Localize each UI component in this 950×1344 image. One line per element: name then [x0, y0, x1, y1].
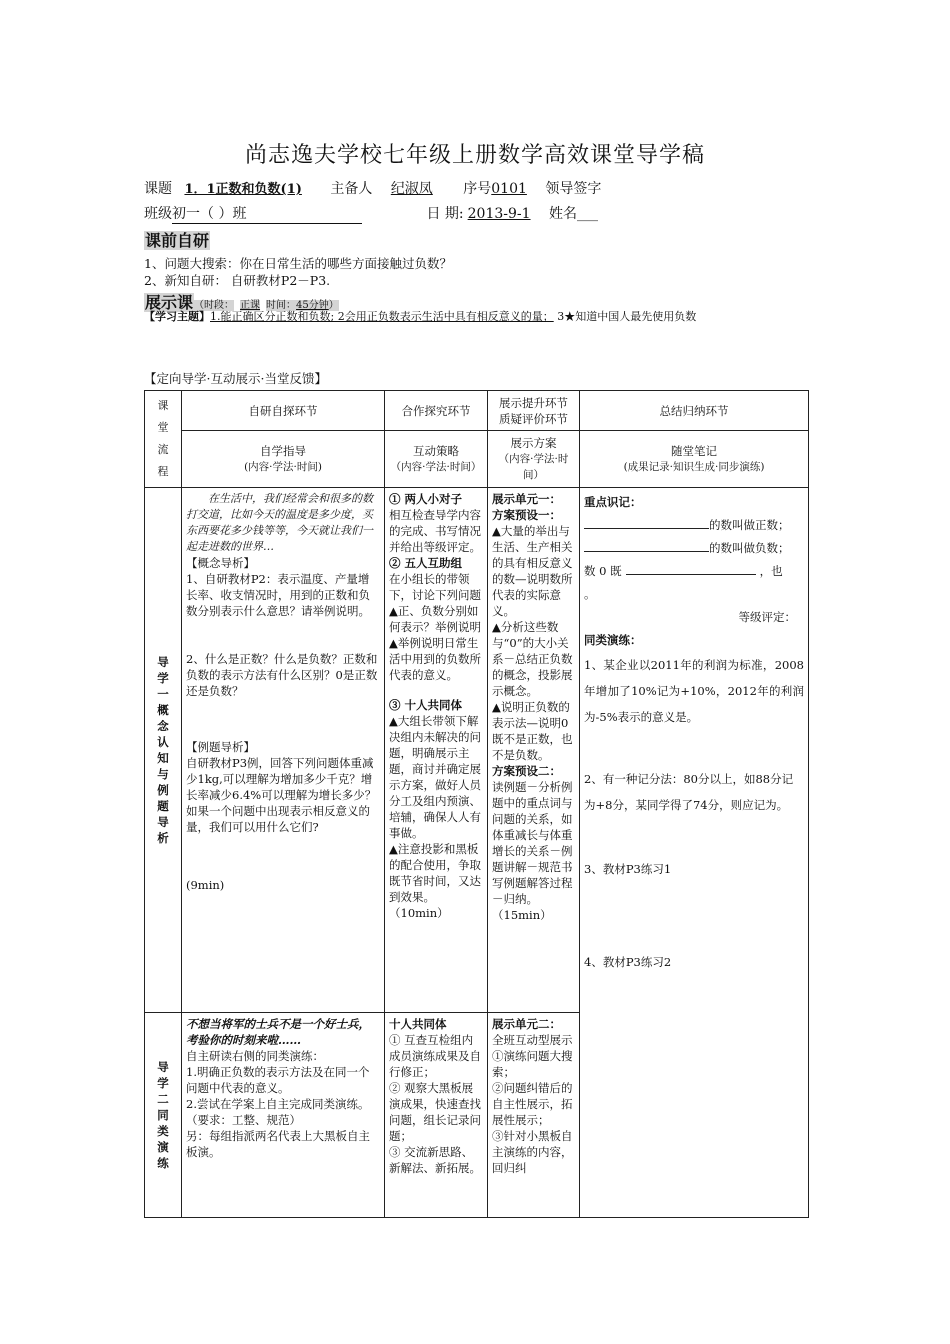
pre-study-q2: 2、新知自研： 自研教材P2－P3. — [144, 273, 331, 288]
header-flow: 课堂流程 — [145, 391, 182, 488]
practice-item-1: 1.明确正负数的表示方法及在同一个问题中代表的意义。 — [186, 1065, 370, 1095]
example-label: 【例题导析】 — [186, 740, 255, 754]
plan-1-title: 方案预设一： — [492, 508, 561, 522]
guide-label: 【定向导学·互动展示·当堂反馈】 — [144, 371, 327, 386]
meta-line-2 — [144, 203, 598, 224]
coop-2-2: ② 观察大黑板展演成果，快速查找问题，组长记录问题； — [389, 1081, 481, 1143]
intro-text: 在生活中，我们经常会和很多的数打交道，比如今天的温度是多少度，买东西要花多少钱等等，今天就让我们一起走进数的世界… — [186, 492, 373, 553]
period-close: ） — [328, 300, 339, 311]
coop-2-3: ③ 交流新思路、新解法、新拓展。 — [389, 1145, 481, 1175]
class-value: 初一（ ）班 — [172, 206, 247, 222]
section-row-1 — [145, 488, 809, 1013]
show-unit-1: 展示单元一： — [492, 492, 561, 506]
coop-pair-text: 相互检查导学内容的完成、书写情况并给出等级评定。 — [389, 508, 481, 554]
preparer-label: 主备人 — [330, 181, 373, 197]
coop-ten-title-2: 十人共同体 — [389, 1017, 447, 1031]
coop-ten-a: ▲大组长带领下解决组内未解决的问题，明确展示主题，商讨并确定展示方案，做好人员分工及组内预演、培辅，确保人人有事做。 — [389, 714, 481, 840]
header-cooperate: 合作探究环节 — [385, 391, 488, 431]
section-2-label: 导学二同类演练 — [145, 1013, 182, 1218]
exercise-1: 1、某企业以2011年的利润为标准，2008年增加了10%记为+10%，2012年的利润为-5%表示的意义是。 — [584, 658, 804, 724]
motto: 不想当将军的士兵不是一个好士兵，考验你的时刻来啦…… — [186, 1017, 370, 1047]
show-2-1: ①演练问题大搜索； — [492, 1049, 573, 1079]
header-row-1 — [145, 391, 809, 431]
plan-1-b: ▲分析这些数与“0”的大小关系－总结正负数的概念，投影展示概念。 — [492, 620, 573, 698]
show-class-heading: 展示课 — [145, 293, 194, 312]
show-unit-2: 展示单元二： — [492, 1017, 561, 1031]
plan-2-text: 读例题－分析例题中的重点词与问题的关系，如体重减长与体重增长的关系－例题讲解－规范书写例题解答过程－归纳。 — [492, 780, 573, 906]
key-positive: 的数叫做正数； — [584, 514, 804, 537]
show-cell-2 — [488, 1013, 580, 1218]
key-zero: 数 0 既 ，也 — [584, 564, 783, 578]
concept-q1: 1、自研教材P2：表示温度、产量增长率、收支情况时，用到的正数和负数分别表示什么意思？请举例说明。 — [186, 572, 370, 618]
exercise-2: 2、有一种记分法：80分以上，如88分记为+8分，某同学得了74分，则应记为。 — [584, 772, 794, 812]
coop-five-a: ▲正、负数分别如何表示？举例说明 — [389, 604, 481, 634]
class-label: 班级 — [144, 206, 172, 222]
header-self-study: 自研自探环节 — [182, 391, 385, 431]
pre-study-heading: 课前自研 — [145, 231, 210, 250]
practice-item-3: 另：每组指派两名代表上大黑板自主板演。 — [186, 1129, 370, 1159]
period-value: 正课 — [240, 300, 261, 311]
time-9min: (9min) — [186, 878, 225, 892]
concept-q2: 2、什么是正数？什么是负数？正数和负数的表示方法有什么区别？0是正数还是负数？ — [186, 652, 378, 698]
coop-five-b: ▲举例说明日常生活中用到的负数所代表的意义。 — [389, 636, 481, 682]
coop-five-text: 在小组长的带领下，讨论下列问题 — [389, 572, 481, 602]
sub-show: 展示方案 （内容·学法·时间） — [488, 431, 580, 488]
goal-star: 3★知道中国人最先使用负数 — [557, 310, 697, 323]
header-summary: 总结归纳环节 — [580, 391, 809, 431]
self-study-cell-2 — [182, 1013, 385, 1218]
key-negative: 的数叫做负数； — [584, 537, 804, 560]
plan-1-a: ▲大量的举出与生活、生产相关的具有相反意义的数—说明数所代表的实际意义。 — [492, 524, 573, 618]
self-study-cell-1 — [182, 488, 385, 1013]
section-1-label: 导学一概念认知与例题导析 — [145, 488, 182, 1013]
exercise-3: 3、教材P3练习1 — [584, 862, 672, 876]
learning-goal — [144, 309, 808, 325]
coop-2-1: ① 互查互检组内成员演练成果及自行修正； — [389, 1033, 481, 1079]
plan-1-c: ▲说明正负数的表示法—说明0既不是正数，也不是负数。 — [492, 700, 573, 762]
show-cell-1 — [488, 488, 580, 1013]
same-practice-label: 同类演练： — [584, 633, 642, 647]
goal-label: 【学习主题】 — [144, 310, 210, 323]
coop-ten-b: ▲注意投影和黑板的配合使用，争取既节省时间，又达到效果。 — [389, 842, 481, 904]
show-2-text: 全班互动型展示 — [492, 1033, 573, 1047]
key-points-label: 重点识记： — [584, 495, 642, 509]
topic-value: 1．1正数和负数(1) — [184, 182, 302, 197]
coop-time: （10min） — [389, 906, 449, 920]
plan-2-title: 方案预设二： — [492, 764, 561, 778]
show-time: （15min） — [492, 908, 552, 922]
date-label: 日 期: — [426, 206, 464, 222]
grade-label: 等级评定： — [738, 610, 796, 624]
practice-lead: 自主研读右侧的同类演练： — [186, 1049, 324, 1063]
goal-text: 1.能正确区分正数和负数; 2会用正负数表示生活中具有相反意义的量； — [210, 310, 554, 323]
cooperate-cell-2 — [385, 1013, 488, 1218]
key-zero-end: 。 — [584, 587, 596, 601]
document-title: 尚志逸夫学校七年级上册数学高效课堂导学稿 — [244, 143, 705, 168]
period-label: （时段： — [194, 300, 235, 311]
time-value: 45分钟 — [296, 300, 329, 311]
example-text: 自研教材P3例，回答下列问题体重减少1kg,可以理解为增加多少千克？增长率减少6.4%可以理解为增长多少？如果一个问题中出现表示相反意义的量，我们可以用什么它们? — [186, 756, 377, 834]
practice-item-2: 2.尝试在学案上自主完成同类演练。（要求：工整、规范） — [186, 1097, 370, 1127]
show-2-2: ②问题纠错后的自主性展示，拓展性展示； — [492, 1081, 573, 1127]
date-value: 2013-9-1 — [467, 206, 531, 222]
concept-label: 【概念导析】 — [186, 556, 255, 570]
serial-label: 序号 — [463, 181, 492, 197]
coop-five-title: ② 五人互助组 — [389, 556, 463, 570]
preparer-value: 纪淑凤 — [390, 181, 433, 197]
topic-label: 课题 — [144, 181, 172, 197]
time-label: 时间： — [266, 300, 297, 311]
header-row-2 — [145, 431, 809, 488]
exercise-4: 4、教材P3练习2 — [584, 955, 672, 969]
pre-study-q1: 1、问题大搜索：你在日常生活的哪些方面接触过负数？ — [144, 256, 452, 271]
cooperate-cell-1 — [385, 488, 488, 1013]
leader-sign-label: 领导签字 — [545, 181, 602, 197]
notes-cell — [580, 488, 809, 1218]
serial-value: 0101 — [491, 181, 527, 197]
sub-summary: 随堂笔记 (成果记录·知识生成·同步演练) — [580, 431, 809, 488]
coop-ten-title: ③ 十人共同体 — [389, 698, 463, 712]
coop-pair-title: ① 两人小对子 — [389, 492, 463, 506]
sub-cooperate: 互动策略 （内容·学法·时间） — [385, 431, 488, 488]
sub-self-study: 自学指导 (内容·学法·时间) — [182, 431, 385, 488]
lesson-table — [144, 390, 809, 1218]
name-label: 姓名___ — [548, 206, 598, 222]
show-2-3: ③针对小黑板自主演练的内容，回归纠 — [492, 1129, 573, 1175]
meta-line-1 — [144, 178, 601, 198]
header-show: 展示提升环节 质疑评价环节 — [488, 391, 580, 431]
